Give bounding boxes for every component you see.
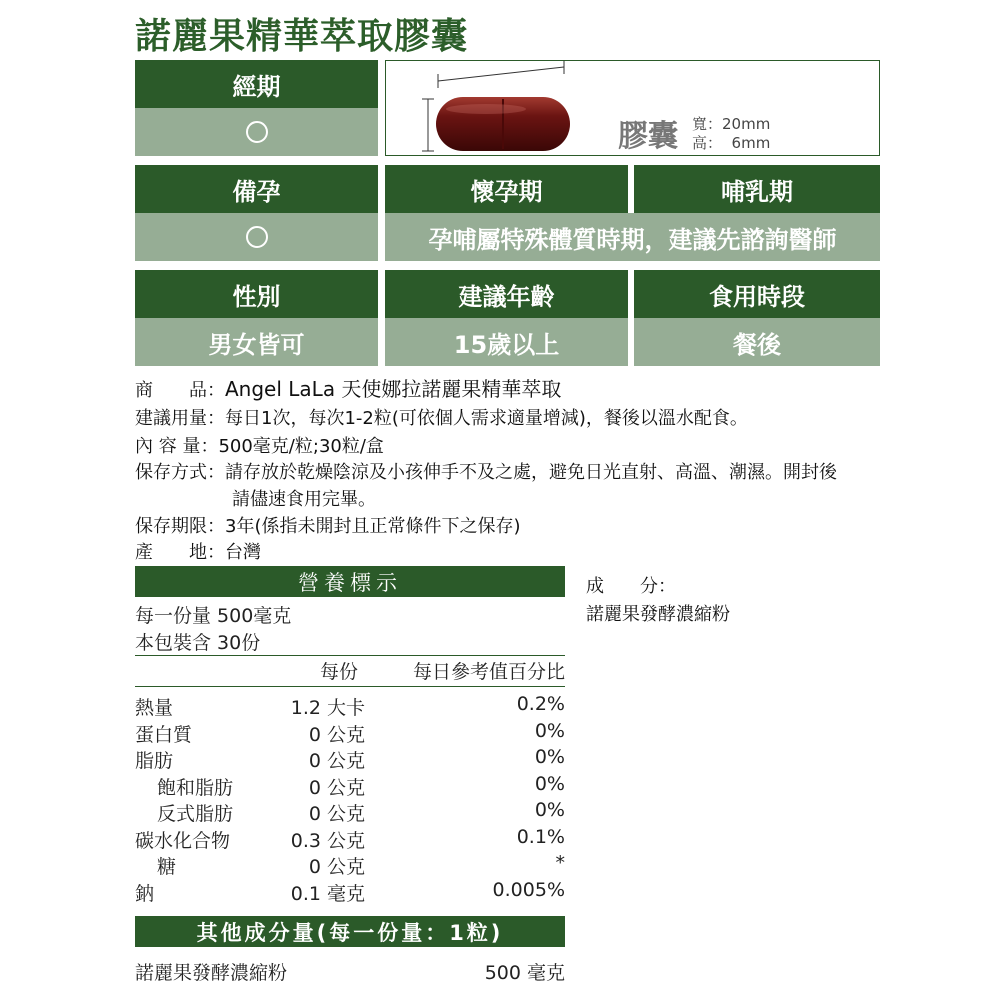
time-header: 食用時段 [634, 270, 880, 318]
nutrient-daily: 0% [534, 719, 565, 742]
period-header: 經期 [135, 60, 378, 108]
origin-row [135, 538, 261, 564]
nutrient-amount: 0 公克 [308, 750, 365, 772]
nutrient-name: 糖 [157, 856, 177, 878]
nutrient-name: 脂肪 [135, 750, 174, 772]
other-ingredient-name: 諾麗果發酵濃縮粉 [135, 962, 288, 984]
nutrient-amount: 0 公克 [308, 856, 365, 878]
divider [135, 686, 565, 687]
ingredients-label: 成 分： [586, 576, 676, 597]
storage-value: 請存放於乾燥陰涼及小孩伸手不及之處，避免日光直射、高溫、潮濕。開封後 [225, 462, 837, 483]
nutrient-name: 鈉 [135, 882, 155, 905]
nutrient-name: 飽和脂肪 [157, 776, 234, 799]
nutrition-row [135, 693, 565, 720]
nutrient-amount: 0.1 毫克 [290, 882, 365, 905]
period-value [135, 108, 378, 156]
age-value: 15歲以上 [385, 318, 628, 366]
circle-mark-icon [246, 226, 268, 248]
nutrition-header: 營養標示 [135, 566, 565, 597]
nutrient-amount: 0 公克 [308, 776, 365, 799]
nutrient-amount: 1.2 大卡 [290, 697, 365, 719]
nutrient-amount: 0 公克 [308, 723, 365, 746]
servings-per-pack: 本包裝含 30份 [135, 632, 261, 654]
capsule-width: 寬：20mm [692, 115, 771, 133]
nutrition-rows [135, 693, 565, 905]
nutrition-row [135, 720, 565, 747]
col-per-serving: 每份 [320, 661, 359, 683]
nutrient-daily: 0% [534, 772, 565, 795]
storage-row-cont: 請儘速食用完畢。 [232, 489, 376, 510]
pregnancy-note: 孕哺屬特殊體質時期，建議先諮詢醫師 [385, 213, 880, 261]
nutrient-daily: 0% [534, 799, 565, 821]
nutrient-daily: 0.2% [516, 693, 565, 715]
shelf-label: 保存期限： [135, 516, 225, 537]
nutrient-daily: 0.005% [492, 878, 565, 901]
lactation-header: 哺乳期 [634, 165, 880, 213]
nutrient-daily: * [555, 852, 565, 874]
usage-row [135, 404, 748, 430]
other-ingredients-header: 其他成分量(每一份量：1粒) [135, 916, 565, 947]
nutrient-name: 蛋白質 [135, 723, 193, 746]
usage-label: 建議用量： [135, 408, 225, 429]
circle-mark-icon [246, 121, 268, 143]
capsule-label: 膠囊 [618, 119, 678, 154]
ingredients-value: 諾麗果發酵濃縮粉 [586, 604, 730, 625]
nutrition-row [135, 773, 565, 800]
product-value: Angel LaLa 天使娜拉諾麗果精華萃取 [225, 377, 562, 401]
capsule-height: 高： 6mm [692, 134, 771, 152]
age-header: 建議年齡 [385, 270, 628, 318]
col-daily-value: 每日參考值百分比 [412, 661, 565, 683]
shelf-row [135, 512, 521, 538]
nutrient-daily: 0% [534, 746, 565, 768]
storage-label: 保存方式： [135, 462, 225, 483]
usage-value: 每日1次，每次1-2粒(可依個人需求適量增減)，餐後以溫水配食。 [225, 408, 748, 429]
nutrient-name: 反式脂肪 [157, 803, 234, 825]
nutrient-amount: 0.3 公克 [290, 829, 365, 852]
preparation-header: 備孕 [135, 165, 378, 213]
capsule-diagram [385, 60, 880, 156]
product-row [135, 373, 561, 402]
divider [135, 655, 565, 656]
gender-header: 性別 [135, 270, 378, 318]
gender-value: 男女皆可 [135, 318, 378, 366]
content-label: 內 容 量： [135, 436, 219, 457]
nutrition-row [135, 852, 565, 879]
nutrition-row [135, 826, 565, 853]
nutrition-row [135, 746, 565, 773]
nutrient-daily: 0.1% [516, 825, 565, 848]
storage-row [135, 458, 837, 484]
serving-size: 每一份量 500毫克 [135, 605, 292, 627]
other-ingredient-amount: 500 毫克 [484, 962, 565, 984]
origin-value: 台灣 [225, 542, 261, 563]
nutrient-name: 熱量 [135, 697, 174, 719]
origin-label: 產 地： [135, 542, 225, 563]
time-value: 餐後 [634, 318, 880, 366]
nutrient-amount: 0 公克 [308, 803, 365, 825]
product-label: 商 品： [135, 380, 225, 401]
nutrition-row [135, 799, 565, 826]
pregnancy-header: 懷孕期 [385, 165, 628, 213]
nutrient-name: 碳水化合物 [135, 829, 231, 852]
content-value: 500毫克/粒;30粒/盒 [218, 436, 384, 457]
nutrition-row [135, 879, 565, 906]
shelf-value: 3年(係指未開封且正常條件下之保存) [225, 516, 521, 537]
page-title: 諾麗果精華萃取膠囊 [135, 16, 469, 57]
preparation-value [135, 213, 378, 261]
content-row [135, 432, 384, 458]
